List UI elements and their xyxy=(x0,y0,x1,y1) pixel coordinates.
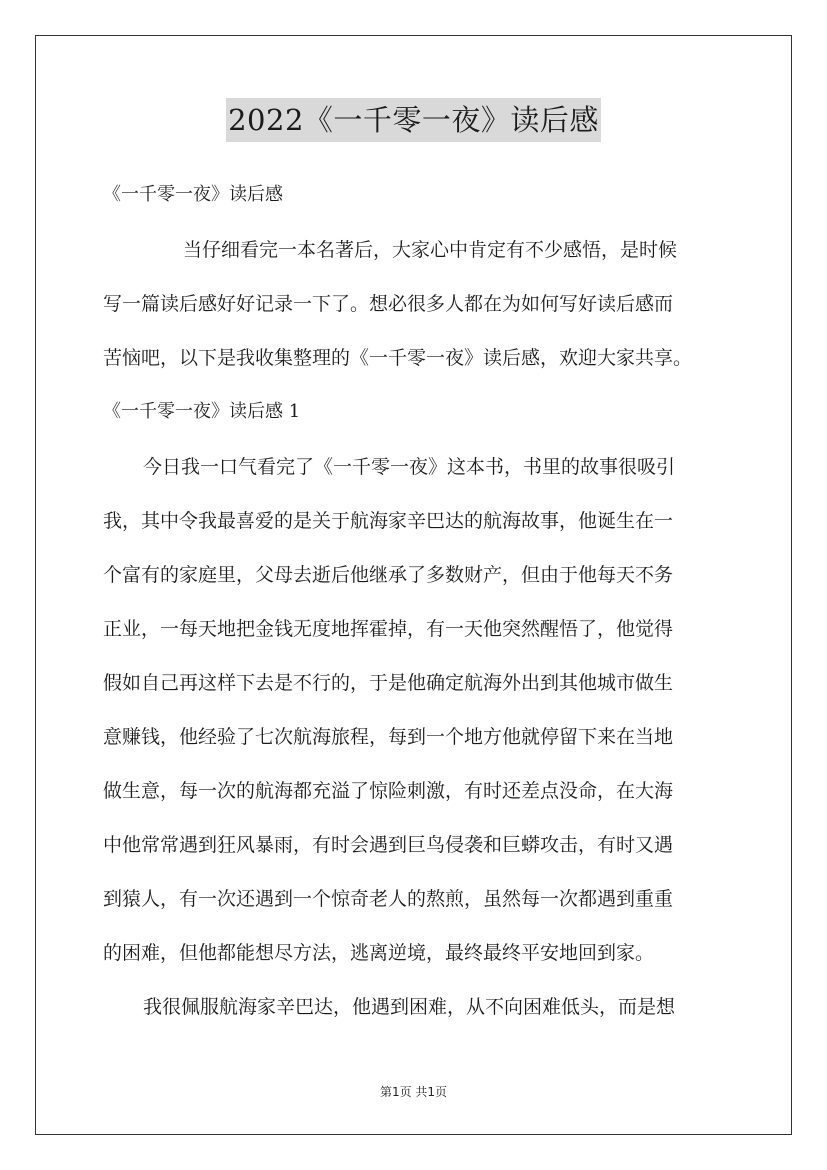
body-line-4: 正业，一每天地把金钱无度地挥霍掉，有一天他突然醒悟了，他觉得 xyxy=(103,618,674,640)
document-title: 2022《一千零一夜》读后感 xyxy=(226,98,601,142)
title-container xyxy=(0,98,827,142)
intro-line-3: 苦恼吧，以下是我收集整理的《一千零一夜》读后感，欢迎大家共享。 xyxy=(103,347,693,369)
body-line-5: 假如自己再这样下去是不行的，于是他确定航海外出到其他城市做生 xyxy=(103,672,674,694)
page-footer: 第1页 共1页 xyxy=(379,1085,448,1099)
section-heading: 《一千零一夜》读后感 1 xyxy=(103,401,301,422)
body-line-10: 的困难，但他都能想尽方法，逃离逆境，最终最终平安地回到家。 xyxy=(103,942,655,964)
intro-line-1: 当仔细看完一本名著后，大家心中肯定有不少感悟，是时候 xyxy=(183,239,678,261)
body-line-8: 中他常常遇到狂风暴雨，有时会遇到巨鸟侵袭和巨蟒攻击，有时又遇 xyxy=(103,834,674,856)
intro-line-2: 写一篇读后感好好记录一下了。想必很多人都在为如何写好读后感而 xyxy=(103,293,674,315)
body-line-9: 到猿人，有一次还遇到一个惊奇老人的熬煎，虽然每一次都遇到重重 xyxy=(103,888,674,910)
body-line-7: 做生意，每一次的航海都充溢了惊险刺激，有时还差点没命，在大海 xyxy=(103,780,674,802)
body-line-11: 我很佩服航海家辛巴达，他遇到困难，从不向困难低头，而是想 xyxy=(143,996,676,1018)
body-line-2: 我，其中令我最喜爱的是关于航海家辛巴达的航海故事，他诞生在一 xyxy=(103,510,674,532)
body-line-1: 今日我一口气看完了《一千零一夜》这本书，书里的故事很吸引 xyxy=(143,456,676,478)
body-line-6: 意赚钱，他经验了七次航海旅程，每到一个地方他就停留下来在当地 xyxy=(103,726,674,748)
document-subtitle: 《一千零一夜》读后感 xyxy=(103,184,283,205)
body-line-3: 个富有的家庭里，父母去逝后他继承了多数财产，但由于他每天不务 xyxy=(103,564,674,586)
